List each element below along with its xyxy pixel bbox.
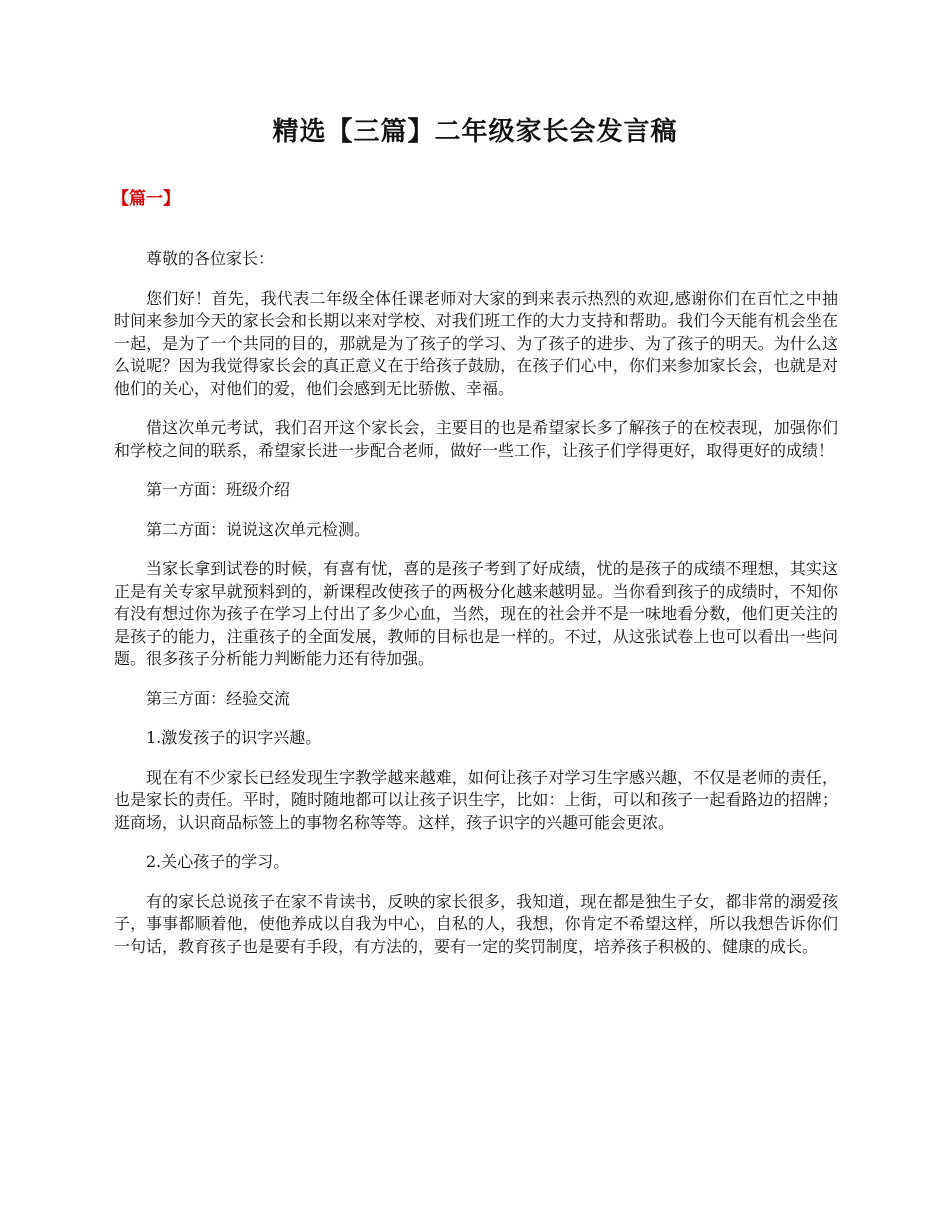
paragraph-greeting: 尊敬的各位家长： <box>146 249 275 268</box>
page-title: 精选【三篇】二年级家长会发言稿 <box>272 117 678 147</box>
paragraph: 您们好！首先，我代表二年级全体任课老师对大家的到来表示热烈的欢迎,感谢你们在百忙之中抽时间来参加今天的家长会和长期以来对学校、对我们班工作的大力支持和帮助。我们今天能有机会坐在一起，是为了一个共同的目的，那就是为了孩子的学习、为了孩子的进步、为了孩子的明天。为什么这么说呢？因为我觉得家长会的真正意义在于给孩子鼓励，在孩子们心中，你们来参加家长会，也就是对他们的关心，对他们的爱，他们会感到无比骄傲、幸福。 <box>114 288 838 398</box>
paragraph-heading: 第三方面：经验交流 <box>146 688 291 708</box>
body-text <box>114 248 838 975</box>
paragraph-heading: 第一方面：班级介绍 <box>146 480 291 499</box>
paragraph: 借这次单元考试，我们召开这个家长会，主要目的也是希望家长多了解孩子的在校表现，加强你们和学校之间的联系，希望家长进一步配合老师，做好一些工作，让孩子们学得更好，取得更好的成绩！ <box>114 418 838 460</box>
paragraph-subheading: 2.关心孩子的学习。 <box>146 852 290 871</box>
paragraph-heading: 第二方面：说说这次单元检测。 <box>146 519 371 539</box>
paragraph: 有的家长总说孩子在家不肯读书，反映的家长很多，我知道，现在都是独生子女，都非常的溺爱孩子，事事都顺着他，使他养成以自我为中心，自私的人，我想，你肯定不希望这样，所以我想告诉你们一句话，教育孩子也是要有手段，有方法的，要有一定的奖罚制度，培养孩子积极的、健康的成长。 <box>114 891 838 956</box>
paragraph: 现在有不少家长已经发现生字教学越来越难，如何让孩子对学习生字感兴趣，不仅是老师的责任，也是家长的责任。平时，随时随地都可以让孩子识生字，比如：上街，可以和孩子一起看路边的招牌；逛商场，认识商品标签上的事物名称等等。这样，孩子识字的兴趣可能会更浓。 <box>114 767 838 832</box>
paragraph: 当家长拿到试卷的时候，有喜有忧，喜的是孩子考到了好成绩，忧的是孩子的成绩不理想，其实这正是有关专家早就预料到的，新课程改使孩子的两极分化越来越明显。当你看到孩子的成绩时，不知你有没有想过你为孩子在学习上付出了多少心血，当然，现在的社会并不是一味地看分数，他们更关注的是孩子的能力，注重孩子的全面发展，教师的目标也是一样的。不过，从这张试卷上也可以看出一些问题。很多孩子分析能力判断能力还有待加强。 <box>114 559 838 668</box>
paragraph-subheading: 1.激发孩子的识字兴趣。 <box>146 728 322 747</box>
section-label: 【篇一】 <box>112 189 180 209</box>
